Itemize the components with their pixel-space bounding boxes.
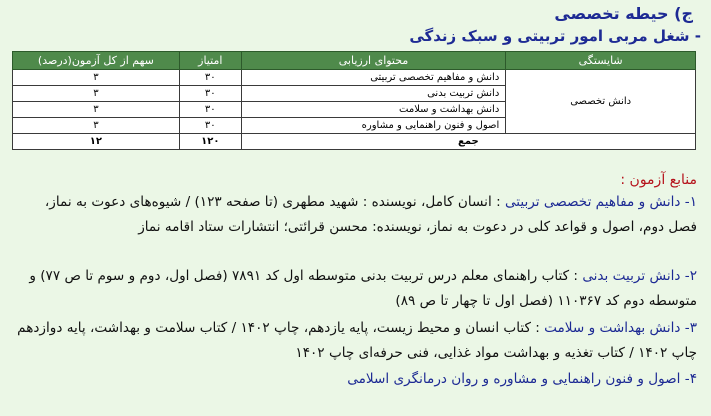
table-header-row xyxy=(13,52,696,70)
header-competency: شایستگی xyxy=(506,52,696,70)
content-cell: اصول و فنون راهنمایی و مشاوره xyxy=(241,118,506,134)
table-total-row xyxy=(13,134,696,150)
header-share: سهم از کل آزمون(درصد) xyxy=(13,52,180,70)
content-cell: دانش و مفاهیم تخصصی تربیتی xyxy=(241,70,506,86)
score-cell: ۳۰ xyxy=(179,86,241,102)
total-score-cell: ۱۲۰ xyxy=(179,134,241,150)
total-label-cell: جمع xyxy=(241,134,695,150)
share-cell: ۳ xyxy=(13,118,180,134)
source-topic: ۱- دانش و مفاهیم تخصصی تربیتی xyxy=(504,194,697,210)
score-cell: ۳۰ xyxy=(179,70,241,86)
content-cell: دانش بهداشت و سلامت xyxy=(241,102,506,118)
sources-title: منابع آزمون : xyxy=(620,172,697,188)
total-share-cell: ۱۲ xyxy=(13,134,180,150)
share-cell: ۳ xyxy=(13,70,180,86)
source-topic: ۳- دانش بهداشت و سلامت xyxy=(544,320,697,336)
source-item xyxy=(17,264,697,313)
source-text: : کتاب انسان و محیط زیست، پایه یازدهم، چاپ ۱۴۰۲ / کتاب سلامت و بهداشت، پایه دوازدهم چاپ ۱۴۰۲ / کتاب تغذیه و بهداشت مواد غذایی، فنی حرفه‌ای چاپ ۱۴۰۲ xyxy=(17,320,697,361)
source-text: : کتاب راهنمای معلم درس تربیت بدنی متوسطه اول کد ۷۸۹۱ (فصل اول، دوم و سوم تا ص ۷۷) و متوسطه دوم کد ۱۱۰۳۶۷ (فصل اول تا چهار تا ص ۸۹) xyxy=(29,268,697,309)
content-cell: دانش تربیت بدنی xyxy=(241,86,506,102)
score-cell: ۳۰ xyxy=(179,118,241,134)
source-topic: ۴- اصول و فنون راهنمایی و مشاوره و روان درمانگری اسلامی xyxy=(347,371,697,387)
source-item xyxy=(17,190,697,239)
source-item xyxy=(17,316,697,365)
share-cell: ۳ xyxy=(13,102,180,118)
evaluation-table xyxy=(12,51,696,150)
header-content: محتوای ارزیابی xyxy=(241,52,506,70)
competency-cell: دانش تخصصی xyxy=(506,70,696,134)
job-title-subheading: - شغل مربی امور تربیتی و سبک زندگی xyxy=(409,27,701,45)
source-topic: ۲- دانش تربیت بدنی xyxy=(582,268,697,284)
section-heading: ج) حیطه تخصصی xyxy=(554,4,693,23)
source-text: : انسان کامل، نویسنده : شهید مطهری (تا صفحه ۱۲۳) / شیوه‌های دعوت به نماز، فصل دوم، اصول و قواعد کلی در دعوت به نماز، نویسنده: محسن قرائتی؛ انتشارات ستاد اقامه نماز xyxy=(44,194,697,235)
source-item xyxy=(17,367,697,392)
share-cell: ۳ xyxy=(13,86,180,102)
table-row xyxy=(13,70,696,86)
score-cell: ۳۰ xyxy=(179,102,241,118)
header-score: امتیاز xyxy=(179,52,241,70)
